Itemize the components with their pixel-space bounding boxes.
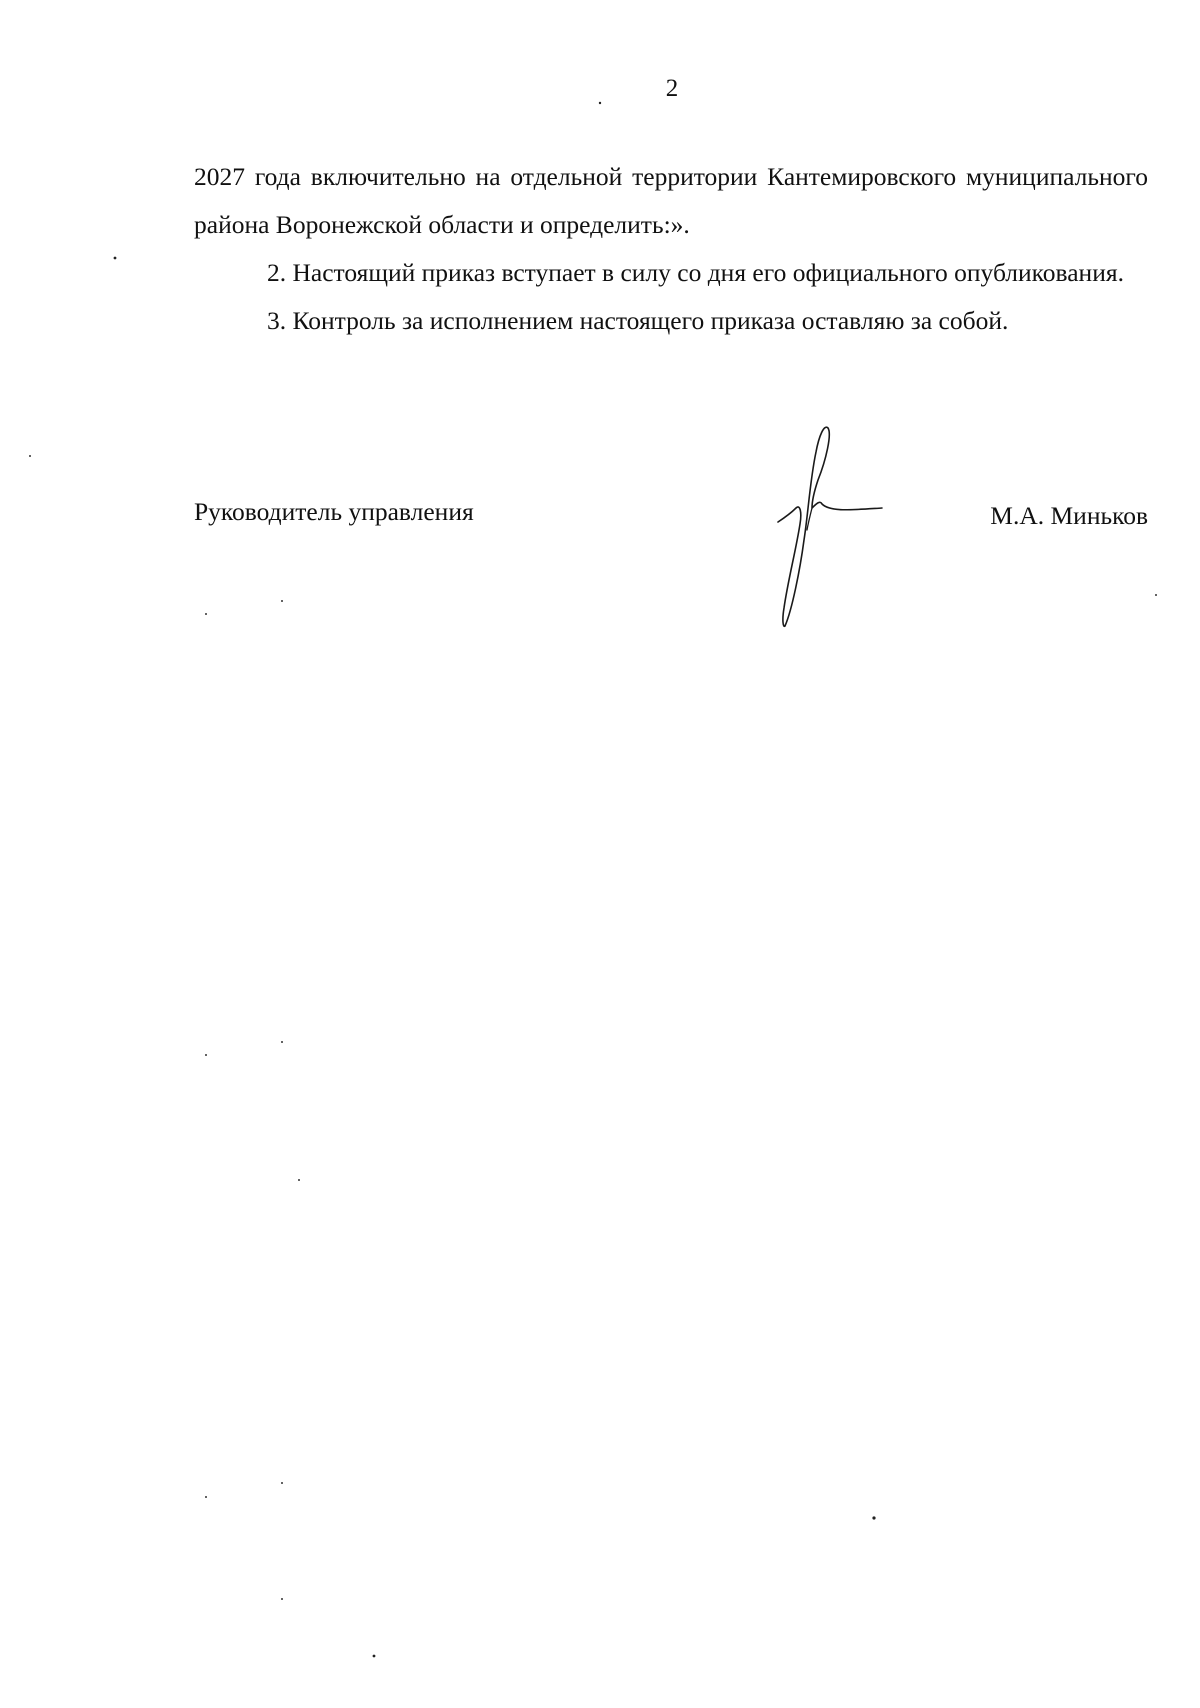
paragraph-item-2: 2. Настоящий приказ вступает в силу со дня его официального опубликования. <box>267 258 1124 287</box>
signatory-position: Руководитель управления <box>194 497 474 526</box>
page-number: 2 <box>665 75 679 102</box>
signatory-name: М.А. Миньков <box>990 501 1148 530</box>
paragraph-item-3: 3. Контроль за исполнением настоящего приказа оставляю за собой. <box>267 306 1009 335</box>
paragraph-continuation: 2027 года включительно на отдельной территории Кантемировского муниципального района Воронежской области и определить:». <box>194 162 1148 239</box>
handwritten-signature <box>770 420 890 635</box>
document-body <box>194 153 1148 345</box>
